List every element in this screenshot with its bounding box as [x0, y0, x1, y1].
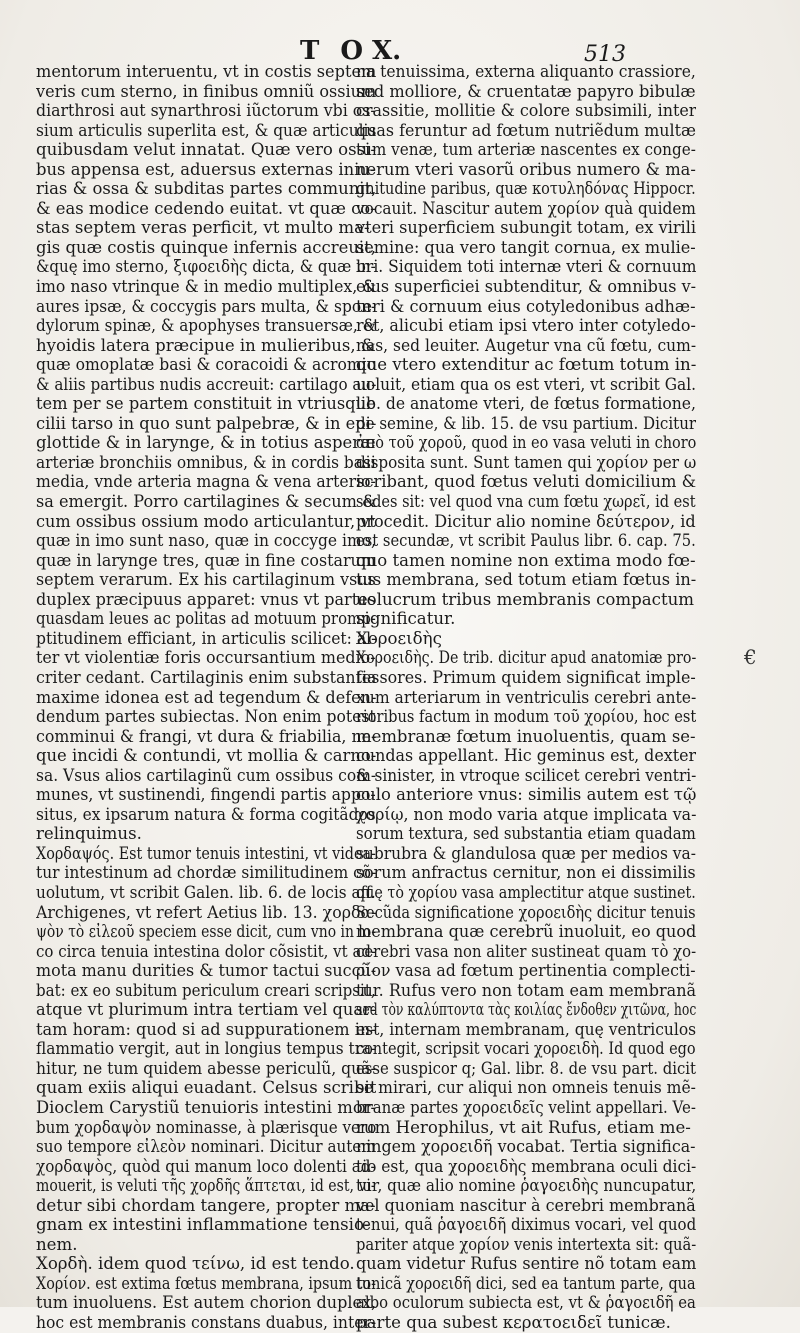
text-line: contegit, scripsit vocari χοροειδὴ. Id quod ego [356, 1039, 696, 1059]
text-line: tunicã χοροειδῆ dici, sed ea tantum parte, qua [356, 1273, 696, 1293]
text-line: gnam ex intestini inflammatione tensio- [36, 1215, 370, 1235]
text-line: bus appensa est, aduersus externas iniu- [36, 159, 376, 179]
text-line: sium articulis superlita est, & quæ articulis [36, 120, 376, 140]
text-line: disposita sunt. Sunt tamen qui χορίον per ω [356, 452, 696, 472]
text-line: que incidi & contundi, vt mollia & carno- [36, 746, 376, 766]
text-line: quas feruntur ad fœtum nutriẽdum multæ [356, 120, 696, 140]
text-line: hoc est membranis constans duabus, inter- [36, 1313, 376, 1332]
text-line: veris cum sterno, in finibus omniũ ossium [36, 81, 376, 101]
text-line: uoluit, etiam qua os est vteri, vt scribit Gal. [356, 374, 696, 394]
text-line: vel quoniam nascitur à cerebri membranã [356, 1195, 696, 1215]
text-line: comminui & frangi, vt dura & friabilia, ne- [36, 726, 376, 746]
text-line: ἀπὸ τοῦ χοροῦ, quod in eo vasa veluti in choro [356, 433, 696, 453]
text-line: procedit. Dicitur alio nomine δεύτερον, id [356, 511, 696, 531]
text-line: uolucrum tribus membranis compactum [356, 589, 695, 609]
text-line: suo tempore εἰλεὸν nominari. Dicitur autem [36, 1137, 376, 1157]
page-number: 513 [584, 42, 626, 67]
text-line: quo tamen nomine non extima modo fœ- [356, 550, 696, 570]
text-line: est secundæ, vt scribit Paulus libr. 6. cap. 75. [356, 531, 696, 551]
text-line: xum arteriarum in ventriculis cerebri ante- [356, 687, 696, 707]
text-line: parte qua subest κερατοειδεῖ tunicæ. [356, 1313, 671, 1332]
text-line: & sinister, in vtroque scilicet cerebri ventri- [356, 765, 696, 785]
text-line: bat: ex eo subitum periculum creari scripsit, [36, 980, 376, 1000]
text-line: detur sibi chordam tangere, propter ma- [36, 1195, 376, 1215]
text-line: sed τὸν καλύπτοντα τὰς κοιλίας ἔνδοθεν χιτῶνα, hoc [356, 1000, 696, 1020]
text-line: gnitudine paribus, quæ κοτυληδόνας Hippocr. [356, 179, 696, 199]
text-line: eius superficiei subtenditur, & omnibus v- [356, 277, 696, 297]
text-line: sa. Vsus alios cartilaginũ cum ossibus com- [36, 765, 376, 785]
text-line: bri. Siquidem toti internæ vteri & cornuum [356, 257, 696, 277]
text-line: hyoidis latera præcipue in mulieribus, & [36, 335, 376, 355]
text-line: sorum anfractus cernitur, non ei dissimilis [356, 863, 696, 883]
text-line: cundas appellant. Hic geminus est, dexter [356, 746, 696, 766]
text-line: bum χορδαψὸν nominasse, à plærisque vero [36, 1117, 376, 1137]
text-line: quam videtur Rufus sentire nõ totam eam [356, 1254, 696, 1274]
text-line: quam exiis aliqui euadant. Celsus scribit [36, 1078, 376, 1098]
text-line: tio est, qua χοροειδὴς membrana oculi dici- [356, 1156, 696, 1176]
text-line: Χορδὴ. idem quod τείνω, id est tendo. [36, 1254, 355, 1274]
text-line: na tenuissima, externa aliquanto crassiore, [356, 62, 696, 81]
text-line: quibusdam velut innatat. Quæ vero ossi- [36, 140, 376, 160]
text-line: ψὸν τὸ εἰλεοῦ speciem esse dicit, cum vno in lo- [36, 922, 376, 942]
text-line: sa emergit. Porro cartilagines & secum & [36, 492, 376, 512]
text-line: tur intestinum ad chordæ similitudinem cõ- [36, 863, 376, 883]
text-line: media, vnde arteria magna & vena arterio- [36, 472, 376, 492]
text-line: maxime idonea est ad tegendum & defen- [36, 687, 376, 707]
text-line: tum inuoluens. Est autem chorion duplex, [36, 1293, 376, 1313]
text-line: nerum vteri vasorũ oribus numero & ma- [356, 159, 696, 179]
text-line: subrubra & glandulosa quæ per medios va- [356, 843, 696, 863]
text-line: tem per se partem constituit in vtriusque [36, 394, 376, 414]
text-line: crassitie, mollitie & colore subsimili, inter [356, 101, 696, 121]
text-line: se mirari, cur aliqui non omneis tenuis mẽ- [356, 1078, 696, 1098]
text-line: tenui, quã ῥαγοειδῆ diximus vocari, vel quod [356, 1215, 696, 1235]
text-line: Χοροειδὴς. De trib. dicitur apud anatomiæ pro- [356, 648, 696, 668]
text-line: ρίον vasa ad fœtum pertinentia complecti- [356, 961, 696, 981]
text-line: ter vt violentiæ foris occursantium medio- [36, 648, 376, 668]
text-line: mentorum interuentu, vt in costis septem [36, 62, 376, 81]
text-line: χορίῳ, non modo varia atque implicata va- [356, 804, 696, 824]
text-line: relinquimus. [36, 824, 142, 844]
text-line: gis quæ costis quinque infernis accreuit, [36, 237, 376, 257]
text-line: membrana quæ cerebrũ inuoluit, eo quod [356, 922, 696, 942]
text-line: & aliis partibus nudis accreuit: cartilago au- [36, 374, 376, 394]
text-line: & eas modice cedendo euitat. vt quæ co- [36, 198, 376, 218]
text-line: hitur, ne tum quidem abesse periculũ, quã- [36, 1058, 376, 1078]
text-line: dendum partes subiectas. Non enim potest [36, 707, 376, 727]
text-line: vteri superficiem subungit totam, ex virili [356, 218, 696, 238]
text-line: ningem χοροειδῆ vocabat. Tertia significa- [356, 1137, 696, 1157]
text-line: tur. Rufus vero non totam eam membranã [356, 980, 696, 1000]
text-line: imo naso vtrinque & in medio multiplex, & [36, 277, 376, 297]
text-line: semine: qua vero tangit cornua, ex mulie- [356, 237, 696, 257]
text-line: criter cedant. Cartilaginis enim substantia [36, 667, 376, 687]
text-line: est, internam membranam, quę ventriculos [356, 1019, 696, 1039]
text-line: rias & ossa & subditas partes communit, [36, 179, 376, 199]
margin-mark: € [744, 645, 757, 669]
text-line: septem verarum. Ex his cartilaginum vsus [36, 570, 376, 590]
left-column [36, 62, 376, 1333]
text-line: nem. [36, 1234, 78, 1254]
text-line: de semine, & lib. 15. de vsu partium. Dicitur [356, 413, 696, 433]
text-line: Χορδαψός. Est tumor tenuis intestini, vt videa- [36, 843, 376, 863]
text-line: significatur. [356, 609, 456, 629]
text-line: χορδαψὸς, quòd qui manum loco dolenti ad- [36, 1156, 376, 1176]
text-line: culo anteriore vnus: similis autem est τῷ [356, 785, 696, 805]
running-head-right: X. [372, 36, 402, 66]
text-line: mota manu durities & tumor tactui succũ- [36, 961, 376, 981]
text-line: quę τὸ χορίου vasa amplectitur atque sustinet. [356, 882, 696, 902]
text-line: glottide & in larynge, & in totius asperæ [36, 433, 376, 453]
text-line: cilii tarso in quo sunt palpebræ, & in epi- [36, 413, 376, 433]
text-line: Dioclem Carystiũ tenuioris intestini mor- [36, 1097, 376, 1117]
text-line: co circa tenuia intestina dolor cõsistit, vt ad- [36, 941, 376, 961]
text-line: sed molliore, & cruentatæ papyro bibulæ [356, 81, 696, 101]
text-line: &quę imo sterno, ξιφοειδὴς dicta, & quæ in- [36, 257, 376, 277]
text-line: que vtero extenditur ac fœtum totum in- [356, 355, 696, 375]
text-line: esse suspicor q; Gal. libr. 8. de vsu part. dicit [356, 1058, 696, 1078]
text-line: vocauit. Nascitur autem χορίον quà quidem [356, 198, 696, 218]
text-line: tur, quæ alio nomine ῥαγοειδὴς nuncupatur, [356, 1176, 696, 1196]
text-line: quæ omoplatæ basi & coracoidi & acromio [36, 355, 376, 375]
right-column [356, 62, 696, 1333]
text-line: quæ in imo sunt naso, quæ in coccyge imo, [36, 531, 376, 551]
text-line: flammatio vergit, aut in longius tempus tra- [36, 1039, 376, 1059]
text-line: ret, alicubi etiam ipsi vtero inter cotyledo- [356, 316, 696, 336]
text-line: mouerit, is veluti τῆς χορδῆς ἅπτεται, id est, vi- [36, 1176, 376, 1196]
text-line: duplex præcipuus apparet: vnus vt partes [36, 589, 376, 609]
text-line: stas septem veras perficit, vt multo ma- [36, 218, 370, 238]
text-line: rum Herophilus, vt ait Rufus, etiam me- [356, 1117, 691, 1137]
text-line: situs, ex ipsarum natura & forma cogitãdos [36, 804, 376, 824]
text-line: ptitudinem efficiant, in articulis scilicet: al- [36, 628, 376, 648]
text-line: nas, sed leuiter. Augetur vna cũ fœtu, cum- [356, 335, 696, 355]
text-line: fessores. Primum quidem significat imple- [356, 667, 696, 687]
text-line: cerebri vasa non aliter sustineat quam τὸ χο- [356, 941, 696, 961]
text-line: quæ in larynge tres, quæ in fine costarum [36, 550, 376, 570]
text-line: aures ipsæ, & coccygis pars multa, & spon- [36, 296, 376, 316]
text-line: albo oculorum subiecta est, vt & ῥαγοειδῆ ea [356, 1293, 696, 1313]
text-line: scribant, quod fœtus veluti domicilium & [356, 472, 696, 492]
text-line: tam horam: quod si ad suppurationem in- [36, 1019, 376, 1039]
text-line: Secũda significatione χοροειδὴς dicitur tenuis [356, 902, 696, 922]
text-line: membranæ fœtum inuoluentis, quam se- [356, 726, 696, 746]
text-line: dylorum spinæ, & apophyses transuersæ, & [36, 316, 376, 336]
text-line: Χοροειδὴς [356, 628, 442, 648]
text-line: sedes sit: vel quod vna cum fœtu χωρεῖ, id est [356, 492, 696, 512]
text-line: teri & cornuum eius cotyledonibus adhæ- [356, 296, 696, 316]
text-line: arteriæ bronchiis omnibus, & in cordis basi [36, 452, 376, 472]
text-line: tum venæ, tum arteriæ nascentes ex conge- [356, 140, 696, 160]
text-line: branæ partes χοροειδεῖς velint appellari. Ve- [356, 1097, 696, 1117]
text-line: diarthrosi aut synarthrosi iũctorum vbi os- [36, 101, 376, 121]
running-head-left: T O [300, 36, 370, 66]
text-line: Χορίον. est extima fœtus membrana, ipsum to- [36, 1273, 376, 1293]
text-line: pariter atque χορίον venis intertexta sit: quã- [356, 1234, 696, 1254]
text-line: uolutum, vt scribit Galen. lib. 6. de locis aff. [36, 882, 376, 902]
text-line: atque vt plurimum intra tertiam vel quar- [36, 1000, 376, 1020]
text-line: lib. de anatome vteri, de fœtus formatione, [356, 394, 696, 414]
text-line: quasdam leues ac politas ad motuum promp- [36, 609, 376, 629]
text-line: rioribus factum in modum τοῦ χορίου, hoc est [356, 707, 696, 727]
text-line: munes, vt sustinendi, fingendi partis appo- [36, 785, 376, 805]
text-line: tus membrana, sed totum etiam fœtus in- [356, 570, 696, 590]
text-line: Archigenes, vt refert Aetius lib. 13. χορδα- [36, 902, 376, 922]
text-line: sorum textura, sed substantia etiam quadam [356, 824, 696, 844]
text-line: cum ossibus ossium modo articulantur, vt [36, 511, 376, 531]
